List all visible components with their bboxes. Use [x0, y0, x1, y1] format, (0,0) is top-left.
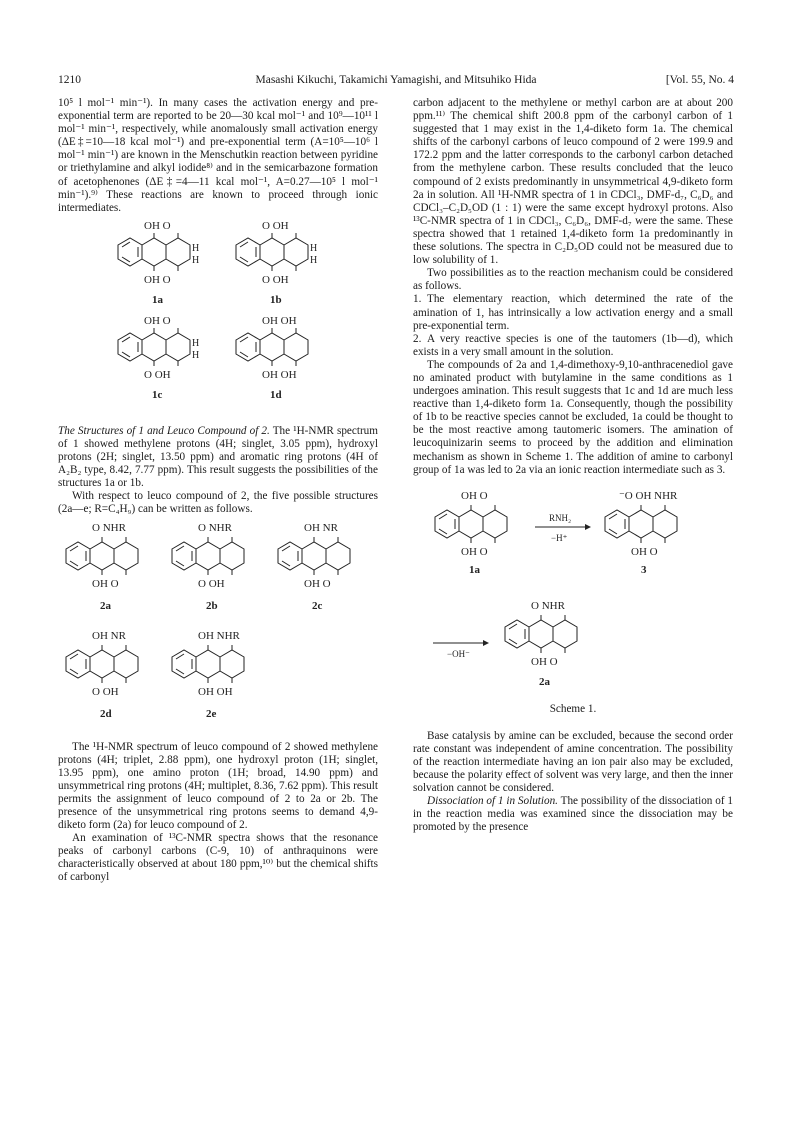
scheme-1-figure — [413, 485, 733, 703]
paragraph: The possibility of the dissociation of 1 in the reaction media was examined since the dissociation may be promoted by the presence — [413, 795, 733, 834]
substituent-top: O OH — [262, 219, 289, 232]
section-heading: Dissociation of 1 in Solution. — [427, 795, 558, 808]
substituent-top: O NHR — [198, 521, 232, 534]
numbered-item: 1. The elementary reaction, which determined the rate of the amination of 1, has intrinsically a low activation energy and a small pre-exponential term. — [413, 293, 733, 332]
substituent-top: OH NR — [92, 629, 126, 642]
substituent-top: O NHR — [531, 599, 565, 612]
compound-label-1a: 1a — [152, 293, 163, 306]
h-label: H — [192, 349, 200, 361]
compound-label-3: 3 — [641, 563, 647, 576]
page-number: 1210 — [58, 74, 81, 86]
substituent-top: OH NR — [304, 521, 338, 534]
compound-label-2d: 2d — [100, 707, 112, 720]
substituent-top: OH O — [461, 489, 488, 502]
substituent-bottom: OH O — [461, 545, 488, 558]
substituent-bottom: OH OH — [262, 368, 297, 381]
minus-oh-label: −OH⁻ — [447, 648, 470, 659]
structures-1-drawing — [58, 219, 378, 421]
substituent-top: OH OH — [262, 314, 297, 327]
h-label: H — [192, 242, 200, 254]
paragraph: Base catalysis by amine can be excluded, because the second order rate constant was independent of amine concentration. The possibility of the reaction intermediate having an ion pair also may be excluded, because the polarity effect of solvent was very large, and then the inner solvation cannot be considered. — [413, 729, 733, 795]
numbered-item: 2. A very reactive species is one of the tautomers (1b—d), which exists in a very small amount in the solution. — [413, 332, 733, 358]
right-column — [413, 97, 733, 835]
substituent-top: OH O — [144, 219, 171, 232]
substituent-top: OH NHR — [198, 629, 240, 642]
paragraph: With respect to leuco compound of 2, the five possible structures (2a—e; R=C₄H₉) can be written as follows. — [58, 490, 378, 516]
item-number: 2. — [413, 332, 422, 345]
scheme-1-drawing — [413, 485, 733, 703]
paragraph: The ¹H-NMR spectrum of 1 showed methylene protons (4H; singlet, 3.05 ppm), hydroxyl protons (2H; singlet, 13.50 ppm) and aromatic ring protons (4H of A₂B₂ type, 8.42, 7.77 ppm). This result suggests the possibilities of the structures 1a or 1b. — [58, 424, 378, 490]
h-label: H — [192, 254, 200, 266]
header-volume: [Vol. 55, No. 4 — [665, 74, 734, 86]
paragraph: carbon adjacent to the methylene or methyl carbon are at about 200 ppm.¹¹⁾ The chemical shift 200.8 ppm of the carbonyl carbon of 1 suggested that 1 may exist in the 1,4-diketo form 1a. The chemical shifts of the carbonyl carbons of leuco compound of 2 were 199.9 and 172.2 ppm and the latter corresponds to the carbonyl carbon detached from the methylene carbon. These results concluded that the leuco compound of 2 exists predominantly in unsymmetrical 4,9-diketo form 2a in solution. All ¹H-NMR spectra of 1 in CDCl₃, DMF-d₇, C₆D₆ and CDCl₃–C₂D₅OD (1 : 1) were the same except hydroxyl protons. Also ¹³C-NMR spectra of 1 in CDCl₃, C₆D₆, DMF-d₇ were the same. These spectra showed that 1 retained 1,4-diketo form 1a predominantly in these solutions. The spectra in C₂D₅OD could not be measured due to low solubility of 1. — [413, 97, 733, 267]
paragraph: The compounds of 2a and 1,4-dimethoxy-9,10-anthracenediol gave no aminated product with butylamine in the same conditions as 1 undergoes amination. This result suggests that 1c and 1d are much less reactive than 1,4-diketo form 1a. Consequently, though the possibility of 1b to be reactive species cannot be excluded, 1a could be thought to be the most reactive among tautomeric isomers. The amination of leucoquinizarin seems to proceed by the addition and elimination mechanism as shown in Scheme 1. The addition of amine to carbonyl group of 1a was led to 2a via an ionic reaction intermediate such as 3. — [413, 358, 733, 476]
substituent-bottom: O OH — [262, 273, 289, 286]
substituent-top: OH O — [144, 314, 171, 327]
header-authors: Masashi Kikuchi, Takamichi Yamagishi, and Mitsuhiko Hida — [255, 74, 537, 86]
substituent-bottom: O OH — [92, 685, 119, 698]
structures-2-figure — [58, 521, 378, 741]
paragraph: 10⁵ l mol⁻¹ min⁻¹). In many cases the activation energy and pre-exponential term are reported to be 20—30 kcal mol⁻¹ and 10⁹—10¹¹ l mol⁻¹ min⁻¹, respectively, while anomalously small activation energy (ΔE‡=10—18 kcal mol⁻¹) and pre-exponential term (A=10⁵—10⁶ l mol⁻¹ min⁻¹) are known in the Menschutkin reaction between pyridine or triethylamine and alkyl iodide⁸⁾ and in the semicarbazone formation of acetophenones (ΔE‡=4—11 kcal mol⁻¹, A=0.27—10⁵ l mol⁻¹ min⁻¹).⁹⁾ These reactions are known to proceed through ionic intermediates. — [58, 97, 378, 214]
substituent-bottom: OH O — [144, 273, 171, 286]
substituent-bottom: O OH — [144, 368, 171, 381]
structures-1-figure — [58, 219, 378, 421]
compound-label-2a: 2a — [100, 599, 111, 612]
substituent-bottom: O OH — [198, 577, 225, 590]
paragraph: Two possibilities as to the reaction mechanism could be considered as follows. — [413, 267, 733, 293]
structures-2-drawing — [58, 521, 378, 741]
minus-h-label: −H⁺ — [551, 532, 568, 543]
compound-label-1d: 1d — [270, 388, 282, 401]
figure-caption: The Structures of 1 and Leuco Compound of 2. — [58, 424, 270, 437]
substituent-bottom: OH O — [531, 655, 558, 668]
substituent-top: O NHR — [92, 521, 126, 534]
compound-label-2c: 2c — [312, 599, 323, 612]
running-header — [58, 74, 734, 90]
compound-label-2a: 2a — [539, 675, 550, 688]
compound-label-1b: 1b — [270, 293, 282, 306]
compound-label-2b: 2b — [206, 599, 218, 612]
left-column — [58, 97, 378, 885]
h-label: H — [310, 254, 318, 266]
paragraph: The ¹H-NMR spectrum of leuco compound of 2 showed methylene protons (4H; triplet, 2.88 ppm), one hydroxyl proton (1H; singlet, 13.95 ppm), one amino proton (1H; broad, 14.90 ppm) and unsymmetrical ring protons (4H; multiplet, 8.36, 7.62 ppm). This result permits the assignment of leuco compound of 2 to 2a or 2b. The presence of the unsymmetrical ring protons seems to demand 4,9-diketo form (2a) for leuco compound of 2. — [58, 740, 378, 832]
substituent-top: ⁻O OH NHR — [619, 489, 678, 502]
substituent-bottom: OH O — [631, 545, 658, 558]
compound-label-2e: 2e — [206, 707, 217, 720]
paragraph: An examination of ¹³C-NMR spectra shows that the resonance peaks of carbonyl carbons (C-9, 10) of anthraquinons were characteristically observed at about 180 ppm,¹⁰⁾ but the chemical shifts of carbonyl — [58, 832, 378, 884]
substituent-bottom: OH O — [304, 577, 331, 590]
substituent-bottom: OH O — [92, 577, 119, 590]
reagent-label: RNH₂ — [549, 512, 572, 523]
compound-label-1a: 1a — [469, 563, 480, 576]
h-label: H — [310, 242, 318, 254]
substituent-bottom: OH OH — [198, 685, 233, 698]
item-number: 1. — [413, 293, 422, 306]
compound-label-1c: 1c — [152, 388, 163, 401]
h-label: H — [192, 337, 200, 349]
scheme-caption: Scheme 1. — [549, 702, 597, 715]
